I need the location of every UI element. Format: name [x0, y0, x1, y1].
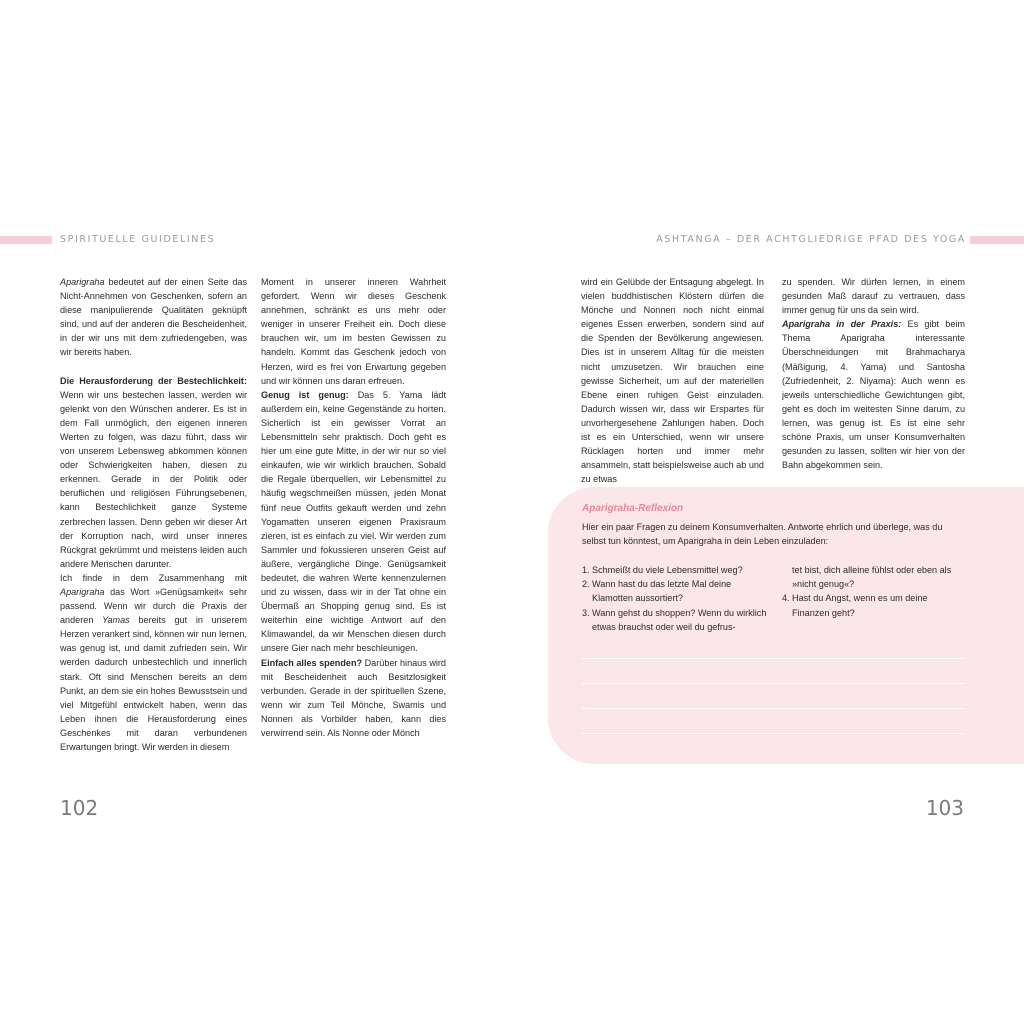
paragraph-text: Das 5. Yama lädt außerdem ein, keine Gegenstände zu horten. Sicherlich ist ein gewisser Vorrat an Lebensmitteln sehr praktisch. Doch geht es hier um eine gute Mitte, in der wir nur so viel einkaufen, wie wir wirklich brauchen. Sobald die Regale überquellen, wir Lebensmittel zu häufig wegschmeißen müssen, jeden Monat fünf neue Outfits gekauft werden und zehn Yogamatten unseren eigenen Praxisraum zieren, ist es einfach zu viel. Wir werden zum Sammler und fokussieren unseren Geist auf äußere, vergängliche Dinge. Genügsamkeit bedeutet, die wahren Werte kennenzulernen und zu wissen, dass wir in der Tat ohne ein Übermaß an Shopping genug sind. Es ist weiterhin eine wichtige Antwort auf den Klimawandel, da wir Menschen diesen durch unsere Gier nach mehr beschleunigen. [261, 389, 446, 654]
answer-line [582, 733, 964, 734]
term-yamas: Yamas [102, 615, 130, 626]
paragraph-spenden-cont: zu spenden. Wir dürfen lernen, in einem gesunden Maß darauf zu vertrauen, dass immer genug für uns da sein wird. [782, 277, 965, 316]
question-number: 3. [582, 607, 590, 618]
question-item [582, 577, 768, 605]
page-number-left: 102 [60, 796, 99, 820]
answer-line [582, 708, 964, 709]
subheading-praxis: Aparigraha in der Praxis: [782, 319, 902, 330]
question-number: 1. [582, 565, 590, 575]
running-head-left: SPIRITUELLE GUIDELINES [60, 234, 216, 245]
paragraph-moment: Moment in unserer inneren Wahrheit gefordert. Wenn wir dieses Geschenk annehmen, schränkt es uns mehr oder weniger in unserer Freiheit ein. Doch diese brauchen wir, um im besten Gewissen zu handeln. Kommt das Geschenk jedoch von Herzen, wird es frei von Erwartung gegeben und wir können uns daran erfreuen. [261, 277, 446, 386]
questions-left [582, 563, 768, 634]
question-item [582, 563, 768, 577]
paragraph-genuegsamkeit [60, 571, 247, 754]
paragraph-text: bedeutet auf der einen Seite das Nicht-Annehmen von Geschenken, sofern an diese manipulierende Qualitäten geknüpft sind, und auf der anderen die Bescheidenheit, in der wir uns mit dem zufriedengeben, was wir bereits haben. [60, 277, 247, 358]
paragraph-bestechlichkeit [60, 374, 247, 571]
text-column-4 [782, 275, 965, 472]
question-item [582, 606, 768, 634]
question-list-right [782, 591, 966, 619]
question-number: 4. [782, 593, 790, 604]
question-text: Schmeißt du viele Lebensmittel weg? [592, 565, 743, 575]
text-column-2 [261, 275, 446, 740]
running-head-right: ASHTANGA – DER ACHTGLIEDRIGE PFAD DES YOGA [656, 234, 966, 245]
paragraph-genug [261, 388, 446, 656]
question-continuation [782, 563, 966, 591]
question-text: tet bist, dich alleine fühlst oder eben als »nicht genug«? [792, 565, 952, 590]
paragraph-text: das Wort »Genügsamkeit« sehr passend. Wenn wir durch die Praxis der anderen [60, 586, 247, 626]
text-column-1 [60, 275, 247, 754]
text-column-3 [581, 275, 764, 486]
term-aparigraha: Aparigraha [60, 277, 105, 287]
questions-right [782, 563, 966, 620]
answer-line [582, 658, 964, 659]
page-number-right: 103 [925, 796, 964, 820]
header-bar-right [970, 236, 1024, 244]
paragraph-text: Darüber hinaus wird mit Bescheidenheit auch Besitzlosigkeit verbunden. Gerade in der spirituellen Szene, wenn wir zum Teil Mönche, Swamis und Nonnen als Vorbilder haben, kann dies verwirrend sein. Als Nonne oder Mönch [261, 657, 446, 738]
question-text: Wann gehst du shoppen? Wenn du wirklich etwas brauchst oder weil du gefrus- [592, 607, 767, 632]
paragraph-spenden [261, 656, 446, 741]
answer-line [582, 683, 964, 684]
reflection-title: Aparigraha-Reflexion [582, 503, 684, 514]
paragraph-text: Es gibt beim Thema Aparigraha interessante Überschneidungen mit Brahmacharya (Mäßigung, 4. Yama) und Santosha (Zufriedenheit, 2. Niyama): Auch wenn es jeweils unterschiedliche Gewichtungen gibt, geht es doch im weitesten Sinne darum, zu lernen, was genug ist. Es ist eine sehr schöne Praxis, um unser Konsumverhalten gesunden zu lassen, sollten wir hier von der Bahn abgekommen sein. [782, 319, 965, 471]
subheading-spenden: Einfach alles spenden? [261, 657, 363, 668]
paragraph-geluebde: wird ein Gelübde der Entsagung abgelegt. In vielen buddhistischen Klöstern dürfen die Mönche und Nonnen noch nicht einmal eigenes Essen erwerben, sondern sind auf die Spenden der Bevölkerung angewiesen. Dies ist in unserem Alltag für die meisten nicht umzusetzen. Wir brauchen eine gewisse Sicherheit, um auf der materiellen Ebene einen ruhigen Geist einzuladen. Dadurch wissen wir, dass wir Erspartes für unvorhergesehene Zahlungen haben. Doch ist es ein Unterschied, wenn wir unsere Rücklagen horten und immer mehr ansammeln, statt beispielsweise auch ab und zu etwas [581, 277, 764, 485]
paragraph-text: bereits gut in unserem Herzen verankert sind, können wir nun lernen, was genug ist, und damit zufrieden sein. Wir werden dadurch unbestechlich und innerlich stark. Oft sind Menschen bereits an dem Punkt, an dem sie ein hohes Bewusstsein und viel Mitgefühl entwickelt haben, wenn das Leben ihnen die Herausforderung eines Geschenkes mit daran verbundenen Erwartungen bringt. Wir werden in diesem [60, 615, 247, 752]
paragraph-text: Ich finde in dem Zusammenhang mit [60, 572, 247, 583]
question-text: Hast du Angst, wenn es um deine Finanzen geht? [792, 593, 928, 618]
question-list-left [582, 563, 768, 634]
paragraph-text: Wenn wir uns bestechen lassen, werden wir gelenkt von den Wünschen anderer. Es ist in dem Fall unmöglich, den eigenen inneren Werten zu folgen, was dazu führt, dass wir von unserem Lebensweg abkommen können oder Schwierigkeiten haben, diesen zu erkennen. Gerade in der Politik oder beruflichen und religiösen Führungsebenen, kann Bestechlichkeit ganze Systeme zerbrechen lassen. Denn geben wir dieser Art der Korruption nach, wird unser inneres Rückgrat gekrümmt und meistens leiden auch andere Menschen darunter. [60, 389, 247, 569]
subheading-genug: Genug ist genug: [261, 389, 349, 400]
paragraph-praxis [782, 317, 965, 472]
paragraph-gap [60, 360, 247, 374]
question-item [782, 591, 966, 619]
question-text: Wann hast du das letzte Mal deine Klamotten aussortiert? [592, 579, 732, 604]
paragraph-aparigraha-intro [60, 275, 247, 360]
reflection-intro: Hier ein paar Fragen zu deinem Konsumverhalten. Antworte ehrlich und überlege, was du selbst tun könntest, um Aparigraha in dein Leben einzuladen: [582, 522, 943, 547]
subheading-bestechlichkeit: Die Herausforderung der Bestechlichkeit: [60, 375, 247, 386]
term-aparigraha: Aparigraha [60, 586, 105, 597]
header-bar-left [0, 236, 52, 244]
question-number: 2. [582, 579, 590, 590]
